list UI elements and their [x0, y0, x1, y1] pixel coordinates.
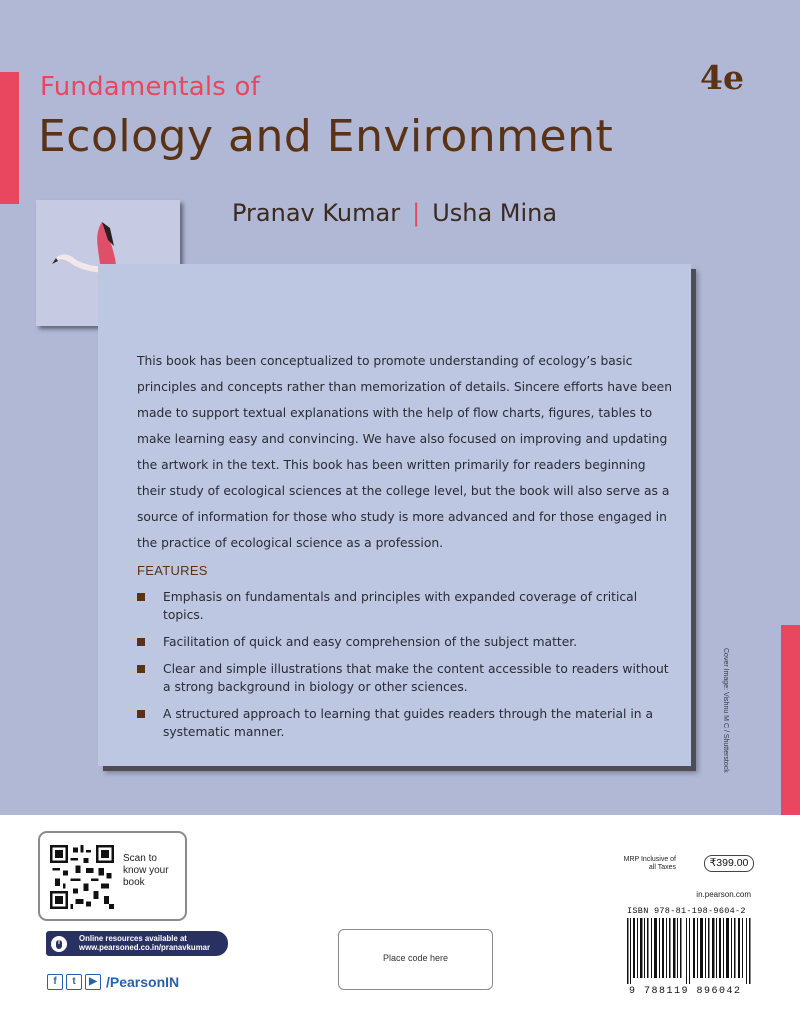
social-handle[interactable]: /PearsonIN	[106, 974, 180, 990]
online-resources-banner[interactable]	[46, 931, 228, 956]
author-separator: |	[412, 199, 421, 227]
title-line-1: Fundamentals of	[40, 72, 260, 102]
scan-instructions: Scan to know your book	[123, 853, 169, 888]
feature-item	[137, 660, 677, 696]
author-2: Usha Mina	[432, 199, 558, 227]
qr-code-icon[interactable]	[50, 845, 114, 909]
feature-text: A structured approach to learning that guides readers through the material in a systematic manner.	[163, 707, 654, 739]
square-bullet-icon	[137, 593, 145, 601]
online-line-1: Online resources available at	[79, 934, 187, 943]
barcode-icon	[627, 918, 752, 984]
isbn: ISBN 978-81-198-9604-2	[627, 906, 746, 916]
features-heading: FEATURES	[137, 563, 208, 578]
feature-item	[137, 705, 677, 741]
youtube-icon[interactable]: ▶	[85, 974, 101, 990]
image-credit: Cover Image: Vishnu M C / Shutterstock	[722, 648, 729, 773]
square-bullet-icon	[137, 638, 145, 646]
online-resources-text	[79, 934, 210, 952]
mouse-click-icon	[50, 935, 68, 953]
twitter-icon[interactable]: t	[66, 974, 82, 990]
code-placeholder-box	[338, 929, 493, 990]
social-links	[47, 972, 179, 992]
feature-text: Facilitation of quick and easy comprehension of the subject matter.	[163, 635, 578, 649]
barcode-number: 9 788119 896042	[629, 986, 742, 997]
accent-bar-right	[781, 625, 800, 815]
feature-item	[137, 633, 677, 651]
title-line-2: Ecology and Environment	[38, 111, 614, 162]
facebook-icon[interactable]: f	[47, 974, 63, 990]
mrp-label: MRP Inclusive of all Taxes	[623, 856, 676, 871]
authors	[232, 199, 557, 227]
square-bullet-icon	[137, 710, 145, 718]
code-placeholder-text: Place code here	[382, 953, 449, 963]
feature-text: Emphasis on fundamentals and principles with expanded coverage of critical topics.	[163, 590, 638, 622]
features-list	[137, 588, 677, 750]
publisher-website[interactable]: in.pearson.com	[696, 890, 751, 899]
edition-label: 4e	[700, 58, 744, 97]
price-badge: ₹399.00	[704, 855, 754, 872]
author-1: Pranav Kumar	[232, 199, 401, 227]
accent-bar-left	[0, 72, 19, 204]
feature-text: Clear and simple illustrations that make the content accessible to readers without a strong background in biology or other sciences.	[163, 662, 669, 694]
online-resources-url[interactable]: www.pearsoned.co.in/pranavkumar	[79, 943, 210, 952]
square-bullet-icon	[137, 665, 145, 673]
feature-item	[137, 588, 677, 624]
book-description: This book has been conceptualized to promote understanding of ecology’s basic principles and concepts rather than memorization of details. Sincere efforts have been made to support textual explanations with the help of flow charts, figures, tables to make learning easy and convincing. We have also focused on improving and updating the artwork in the text. This book has been written primarily for readers beginning their study of ecological sciences at the college level, but the book will also serve as a source of information for those who study is more advanced and for those engaged in the practice of ecological science as a profession.	[137, 354, 673, 550]
